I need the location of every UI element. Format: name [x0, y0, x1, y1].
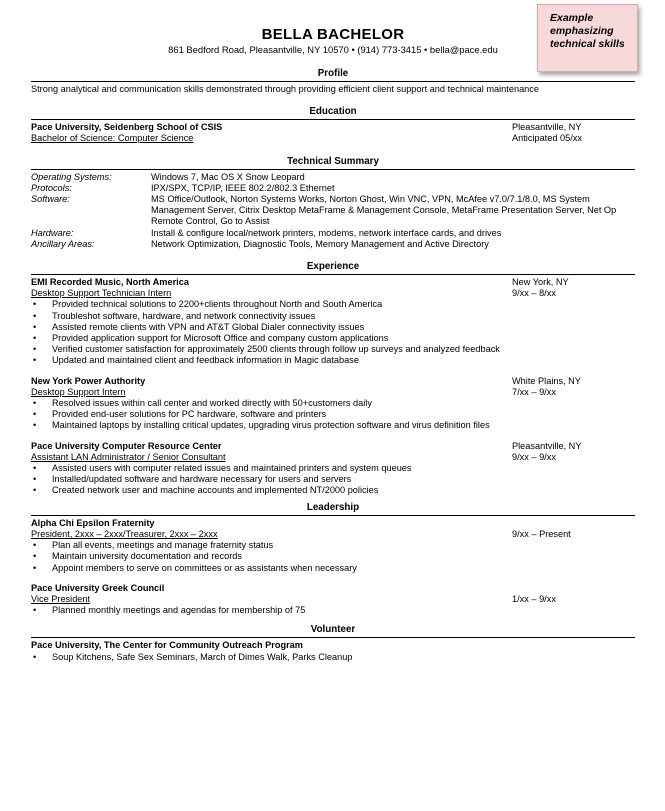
list-item: • Created network user and machine accounts and implemented NT/2000 policies [31, 485, 635, 496]
list-item: • Maintain university documentation and records [31, 551, 635, 562]
list-item: • Soup Kitchens, Safe Sex Seminars, March of Dimes Walk, Parks Cleanup [31, 652, 635, 663]
experience-role: Assistant LAN Administrator / Senior Consultant [31, 451, 226, 462]
list-item: • Assisted remote clients with VPN and AT&T Global Dialer connectivity issues [31, 322, 635, 333]
experience-header [31, 441, 635, 452]
resume-page [31, 26, 635, 663]
experience-location: White Plains, NY [512, 375, 581, 386]
leadership-org: Pace University Greek Council [31, 582, 165, 593]
technical-row [31, 194, 635, 228]
list-item: • Troubleshot software, hardware, and network connectivity issues [31, 311, 635, 322]
experience-org: Pace University Computer Resource Center [31, 440, 222, 451]
technical-value: MS Office/Outlook, Norton Systems Works, Norton Ghost, Win VNC, VPN, McAfee v7.0/7.1/8.0, MS System Management Server, Citrix Desktop MetaFrame & Management Console, MetaFrame Presentation Server, Net Op Remote Control, Go to Assist [151, 194, 617, 227]
leadership-date: 9/xx – Present [512, 528, 571, 539]
experience-role-row [31, 387, 635, 398]
profile-text: Strong analytical and communication skills demonstrated through providing efficient client support and technical maintenance [31, 84, 539, 94]
experience-header [31, 277, 635, 288]
education-degree-row [31, 133, 635, 144]
list-item: • Updated and maintained client and feedback information in Magic database [31, 355, 635, 366]
experience-location: Pleasantville, NY [512, 440, 582, 451]
bullet-list [31, 398, 635, 432]
section-title-leadership: Leadership [31, 502, 635, 516]
experience-item [31, 376, 635, 432]
technical-value: Network Optimization, Diagnostic Tools, Memory Management and Active Directory [151, 238, 489, 249]
education-row [31, 122, 635, 133]
technical-row [31, 172, 635, 183]
experience-header [31, 376, 635, 387]
experience-org: New York Power Authority [31, 375, 146, 386]
bullet-list [31, 540, 635, 574]
section-title-profile: Profile [31, 68, 635, 82]
experience-role: Desktop Support Technician Intern [31, 288, 172, 299]
education-date: Anticipated 05/xx [512, 133, 582, 144]
note-line: emphasizing [550, 25, 614, 37]
education-degree: Bachelor of Science: Computer Science [31, 133, 194, 144]
technical-value: Install & configure local/network printers, modems, network interface cards, and drives [151, 227, 502, 238]
note-line: Example [550, 12, 594, 24]
education-location: Pleasantville, NY [512, 122, 582, 133]
section-title-volunteer: Volunteer [31, 624, 635, 638]
list-item: • Maintained laptops by installing critical updates, upgrading virus protection software and virus definition files [31, 420, 635, 431]
list-item: • Planned monthly meetings and agendas for membership of 75 [31, 605, 635, 616]
technical-label: Operating Systems: [31, 171, 112, 182]
education-school: Pace University, Seidenberg School of CSIS [31, 122, 223, 133]
technical-value: IPX/SPX, TCP/IP, IEEE 802.2/802.3 Ethernet [151, 182, 335, 193]
leadership-role: Vice President [31, 593, 91, 604]
technical-label: Protocols: [31, 182, 72, 193]
technical-label: Hardware: [31, 227, 74, 238]
list-item: • Provided technical solutions to 2200+clients throughout North and South America [31, 299, 635, 310]
bullet-list [31, 463, 635, 497]
bullet-list [31, 652, 635, 663]
experience-date: 9/xx – 9/xx [512, 451, 556, 462]
experience-item [31, 277, 635, 367]
technical-list [31, 172, 635, 250]
leadership-header [31, 583, 635, 594]
experience-location: New York, NY [512, 277, 569, 288]
leadership-role-row [31, 529, 635, 540]
note-line: technical skills [550, 38, 625, 50]
resume-name: BELLA BACHELOR [261, 26, 405, 43]
experience-date: 7/xx – 9/xx [512, 386, 556, 397]
list-item: • Provided end-user solutions for PC hardware, software and printers [31, 409, 635, 420]
technical-label: Software: [31, 194, 70, 205]
volunteer-org: Pace University, The Center for Community Outreach Program [31, 640, 303, 651]
experience-item [31, 441, 635, 497]
leadership-date: 1/xx – 9/xx [512, 593, 556, 604]
list-item: • Assisted users with computer related issues and maintained printers and system queues [31, 463, 635, 474]
leadership-header [31, 518, 635, 529]
technical-row [31, 183, 635, 194]
leadership-item [31, 583, 635, 617]
section-title-education: Education [31, 106, 635, 120]
leadership-role: President, 2xxx – 2xxx/Treasurer, 2xxx – 2xxx [31, 528, 218, 539]
technical-row [31, 239, 635, 250]
leadership-item [31, 518, 635, 574]
technical-row [31, 228, 635, 239]
bullet-list [31, 299, 635, 366]
list-item: • Plan all events, meetings and manage fraternity status [31, 540, 635, 551]
experience-date: 9/xx – 8/xx [512, 288, 556, 299]
list-item: • Verified customer satisfaction for approximately 2500 clients through follow up surveys and analyzed feedback [31, 344, 635, 355]
section-title-technical: Technical Summary [31, 156, 635, 170]
experience-role-row [31, 288, 635, 299]
list-item: • Appoint members to serve on committees or as assistants when necessary [31, 563, 635, 574]
technical-label: Ancillary Areas: [31, 238, 95, 249]
leadership-org: Alpha Chi Epsilon Fraternity [31, 517, 155, 528]
experience-role: Desktop Support Intern [31, 386, 126, 397]
section-title-experience: Experience [31, 261, 635, 275]
list-item: • Provided application support for Microsoft Office and company custom applications [31, 333, 635, 344]
leadership-role-row [31, 594, 635, 605]
list-item: • Installed/updated software and hardware necessary for users and servers [31, 474, 635, 485]
experience-role-row [31, 452, 635, 463]
experience-org: EMI Recorded Music, North America [31, 277, 189, 288]
contact-info: 861 Bedford Road, Pleasantville, NY 10570 • (914) 773-3415 • bella@pace.edu [168, 44, 498, 55]
bullet-list [31, 605, 635, 616]
technical-value: Windows 7, Mac OS X Snow Leopard [151, 171, 305, 182]
list-item: • Resolved issues within call center and worked directly with 50+customers daily [31, 398, 635, 409]
